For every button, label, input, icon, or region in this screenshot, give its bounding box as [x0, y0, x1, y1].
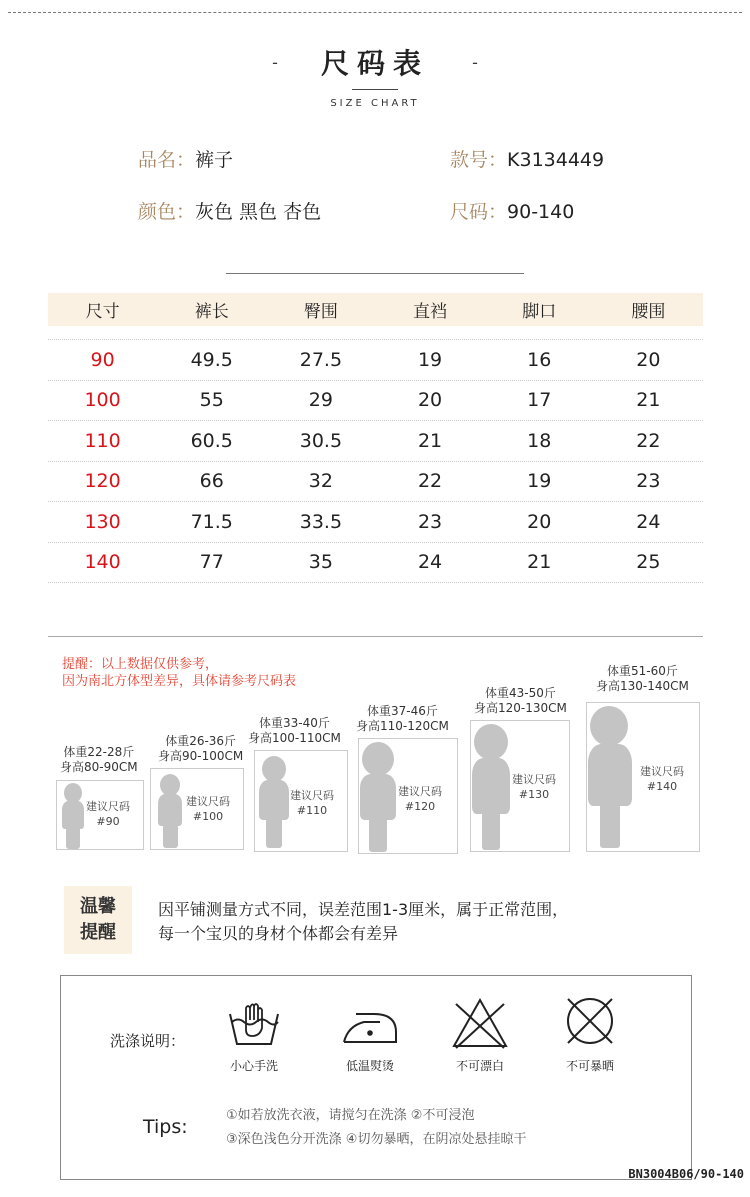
warning-line-2: 因为南北方体型差异，具体请参考尺码表	[62, 674, 297, 689]
kid-weight: 体重26-36斤	[165, 734, 237, 748]
table-row	[48, 421, 703, 462]
row-length: 49.5	[190, 348, 233, 371]
row-rise: 20	[417, 389, 443, 412]
tip-line-1: 因平铺测量方式不同，误差范围1-3厘米，属于正常范围，	[158, 900, 569, 919]
kid-height: 身高110-120CM	[356, 719, 449, 733]
table-gap	[48, 326, 703, 340]
kid-recommendation	[512, 772, 556, 802]
row-rise: 22	[417, 470, 443, 493]
header-cell-length: 裤长	[194, 302, 229, 322]
kid-weight: 体重33-40斤	[259, 716, 330, 730]
hand-wash-caption: 小心手洗	[229, 1059, 278, 1073]
row-waist: 23	[636, 470, 661, 493]
footer-product-code: BN3004B06/90-140	[628, 1167, 744, 1181]
row-leg-opening: 19	[527, 470, 552, 493]
row-hip: 33.5	[299, 510, 343, 533]
kid-rec-label: 建议尺码	[512, 773, 556, 786]
kid-recommendation	[186, 794, 230, 824]
kid-info	[474, 686, 567, 716]
kid-weight: 体重37-46斤	[367, 704, 438, 718]
kid-weight: 体重43-50斤	[485, 686, 556, 700]
size-warning	[62, 656, 296, 690]
product-name	[138, 145, 233, 172]
row-size: 100	[84, 389, 121, 412]
kid-info	[356, 704, 449, 734]
title-dash-right: -	[472, 52, 478, 72]
kid-recommendation	[86, 799, 130, 829]
row-length: 60.5	[190, 429, 233, 452]
warning-line-1: 提醒：以上数据仅供参考，	[62, 657, 219, 672]
kid-info	[60, 745, 138, 775]
header-cell-rise: 直裆	[413, 302, 448, 322]
product-color-key: 颜色：	[138, 201, 196, 223]
product-style-key: 款号：	[450, 149, 508, 171]
no-tumble-dry-icon	[560, 993, 620, 1045]
row-hip: 35	[308, 551, 333, 574]
page-subtitle: SIZE CHART	[330, 98, 420, 109]
table-row	[48, 340, 703, 381]
kid-rec-size: #90	[96, 815, 120, 828]
row-rise: 23	[417, 510, 443, 533]
header-cell-hip: 臀围	[303, 302, 338, 322]
table-row	[48, 502, 703, 543]
kid-rec-label: 建议尺码	[86, 800, 130, 813]
kid-info	[158, 734, 243, 764]
kid-rec-size: #110	[296, 804, 328, 817]
row-waist: 22	[636, 429, 661, 452]
product-color	[138, 197, 321, 224]
wash-label: 洗涤说明：	[110, 1032, 186, 1050]
row-leg-opening: 20	[527, 510, 552, 533]
kid-rec-size: #130	[518, 788, 550, 801]
title-underline	[352, 89, 398, 90]
warm-tip-text	[158, 898, 568, 946]
row-waist: 20	[636, 348, 661, 371]
row-waist: 21	[636, 389, 661, 412]
warm-tip-badge	[64, 886, 132, 954]
row-leg-opening: 16	[527, 348, 552, 371]
product-style	[450, 145, 604, 172]
kid-info	[248, 716, 341, 746]
kid-rec-label: 建议尺码	[186, 795, 230, 808]
no-tumble-dry-caption: 不可暴晒	[565, 1059, 614, 1073]
row-waist: 24	[636, 510, 661, 533]
hand-wash-icon	[224, 1000, 284, 1052]
row-leg-opening: 18	[527, 429, 552, 452]
kid-rec-label: 建议尺码	[290, 789, 334, 802]
table-row	[48, 543, 703, 584]
row-rise: 19	[417, 348, 443, 371]
row-hip: 29	[308, 389, 333, 412]
product-size-key: 尺码：	[450, 201, 508, 223]
no-bleach-icon	[450, 996, 510, 1048]
table-row	[48, 462, 703, 503]
kid-height: 身高120-130CM	[474, 701, 567, 715]
product-size	[450, 197, 574, 224]
row-rise: 24	[417, 551, 443, 574]
kid-rec-label: 建议尺码	[640, 765, 684, 778]
top-dashed-divider	[8, 12, 742, 13]
kid-height: 身高130-140CM	[596, 679, 689, 693]
tip-line-2: 每一个宝贝的身材个体都会有差异	[158, 924, 399, 943]
row-hip: 27.5	[299, 348, 343, 371]
row-length: 77	[199, 551, 224, 574]
info-divider	[226, 273, 524, 274]
tips-line-2: ③深色浅色分开洗涤 ④切勿暴晒，在阴凉处悬挂晾干	[226, 1132, 527, 1147]
product-size-value: 90-140	[507, 201, 575, 223]
tip-badge-line-2: 提醒	[80, 922, 116, 943]
kid-rec-size: #140	[646, 780, 678, 793]
row-leg-opening: 21	[527, 551, 552, 574]
title-row	[0, 42, 750, 82]
page-title: 尺码表	[320, 47, 429, 80]
row-length: 71.5	[190, 510, 233, 533]
row-size: 110	[84, 429, 121, 452]
kid-recommendation	[290, 788, 334, 818]
kid-height: 身高80-90CM	[60, 760, 138, 774]
tip-badge-line-1: 温馨	[80, 896, 116, 917]
row-hip: 32	[308, 470, 333, 493]
row-waist: 25	[636, 551, 661, 574]
kid-recommendation	[640, 764, 684, 794]
kid-recommendation	[398, 784, 442, 814]
kid-weight: 体重22-28斤	[63, 745, 135, 759]
kid-height: 身高100-110CM	[248, 731, 341, 745]
size-table	[48, 293, 703, 583]
row-length: 55	[199, 389, 224, 412]
no-bleach-caption: 不可漂白	[455, 1059, 504, 1073]
kid-rec-size: #120	[404, 800, 436, 813]
section-divider	[48, 636, 703, 637]
table-row	[48, 381, 703, 422]
header-cell-size: 尺寸	[85, 302, 120, 322]
header-cell-waist: 腰围	[631, 302, 666, 322]
header-cell-leg-opening: 脚口	[522, 302, 557, 322]
product-name-key: 品名：	[138, 149, 196, 171]
row-size: 130	[84, 510, 121, 533]
tips-label: Tips:	[143, 1116, 188, 1138]
product-name-value: 裤子	[195, 149, 234, 171]
kid-rec-label: 建议尺码	[398, 785, 442, 798]
row-rise: 21	[417, 429, 443, 452]
product-color-value: 灰色 黑色 杏色	[195, 201, 322, 223]
row-length: 66	[199, 470, 224, 493]
kid-info	[596, 664, 689, 694]
product-style-value: K3134449	[507, 149, 605, 171]
tips-line-1: ①如若放洗衣液，请搅匀在洗涤 ②不可浸泡	[226, 1108, 475, 1123]
low-iron-caption: 低温熨烫	[345, 1059, 394, 1073]
row-size: 140	[84, 551, 121, 574]
kid-rec-size: #100	[192, 810, 224, 823]
kid-height: 身高90-100CM	[158, 749, 244, 763]
row-size: 120	[84, 470, 121, 493]
title-dash-left: -	[272, 52, 278, 72]
row-size: 90	[90, 348, 115, 371]
size-table-header	[48, 293, 703, 326]
kid-weight: 体重51-60斤	[607, 664, 678, 678]
row-leg-opening: 17	[527, 389, 552, 412]
low-iron-icon	[340, 1000, 400, 1052]
row-hip: 30.5	[299, 429, 343, 452]
